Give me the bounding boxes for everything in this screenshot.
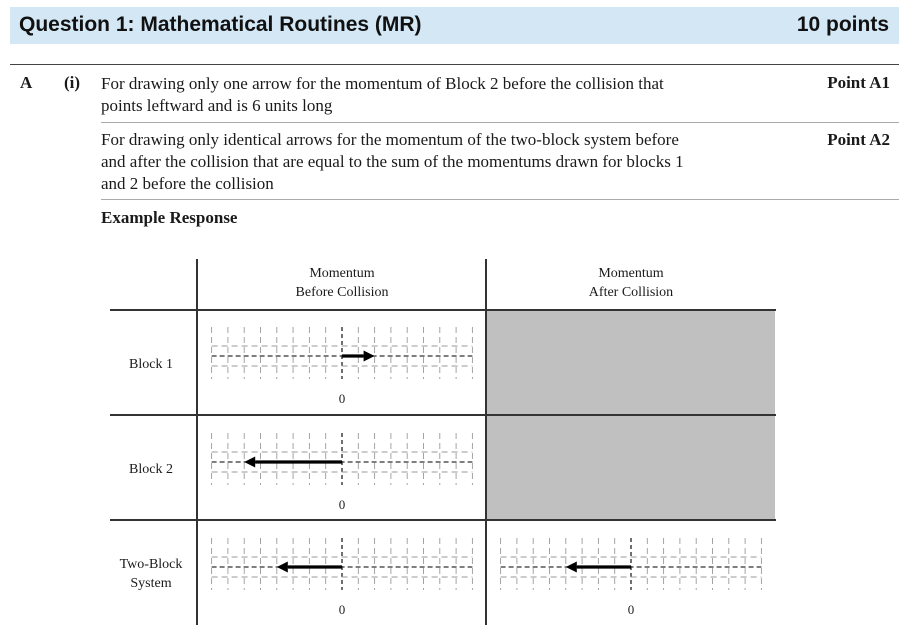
column-header-before-line-1: Momentum [309, 266, 375, 281]
criterion-1-line-1: For drawing only one arrow for the momentum of Block 2 before the collision that [101, 74, 664, 93]
row-label-block-2-line-1: Block 2 [129, 462, 173, 477]
column-header-before [242, 264, 442, 302]
part-letter: A [20, 73, 33, 92]
zero-tick-label: 0 [338, 497, 346, 512]
row-label-block-1 [106, 355, 196, 374]
column-header-after-line-2: After Collision [588, 285, 674, 300]
zero-tick-label: 0 [338, 391, 346, 406]
column-header-after [531, 264, 731, 302]
table-line [110, 309, 776, 311]
zero-tick-label: 0 [627, 602, 635, 617]
row-label-block-1-line-1: Block 1 [129, 357, 173, 372]
column-header-after-line-1: Momentum [598, 266, 664, 281]
criterion-2-line-3: and 2 before the collision [101, 174, 274, 193]
table-line [196, 259, 198, 625]
criterion-2-line-2: and after the collision that are equal to the sum of the momentums drawn for blocks 1 [101, 152, 684, 171]
after-collision-block-2-cell [487, 415, 775, 520]
divider [101, 199, 899, 200]
point-a1-label: Point A1 [827, 73, 890, 92]
question-header [10, 7, 899, 44]
row-label-two-block-system [106, 555, 196, 593]
row-label-system-line-1: Two-Block [119, 557, 183, 572]
criterion-2-text [101, 129, 684, 195]
table-line [485, 259, 487, 625]
example-response-label: Example Response [101, 208, 238, 227]
row-label-block-2 [106, 460, 196, 479]
column-header-before-line-2: Before Collision [295, 285, 389, 300]
criterion-1-line-2: points leftward and is 6 units long [101, 96, 333, 115]
table-line [110, 414, 776, 416]
criterion-2-line-1: For drawing only identical arrows for the momentum of the two-block system before [101, 130, 679, 149]
momentum-arrow-head [244, 457, 255, 468]
divider [10, 64, 899, 65]
momentum-arrow-head [566, 562, 577, 573]
part-roman-numeral: (i) [64, 73, 81, 92]
momentum-arrow-head [364, 351, 375, 362]
table-line [110, 519, 776, 521]
zero-tick-label: 0 [338, 602, 346, 617]
question-title: Question 1: Mathematical Routines (MR) [19, 13, 422, 36]
question-points: 10 points [796, 13, 889, 36]
point-a2-label: Point A2 [827, 130, 890, 149]
after-collision-block-1-cell [487, 310, 775, 415]
row-label-system-line-2: System [130, 576, 172, 591]
divider [101, 122, 899, 123]
criterion-1-text [101, 73, 664, 117]
momentum-arrow-head [277, 562, 288, 573]
